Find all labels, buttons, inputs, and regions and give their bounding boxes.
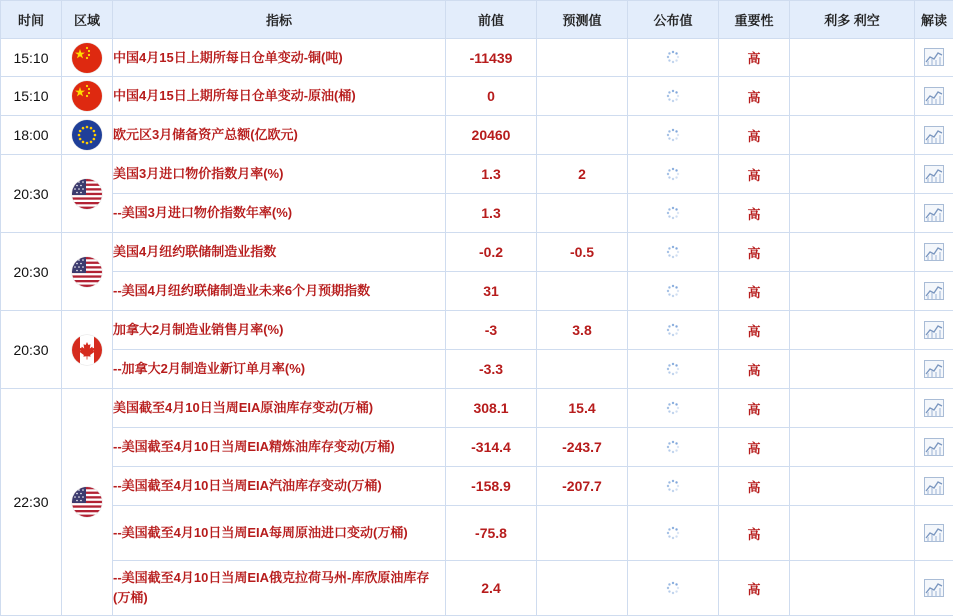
loading-spinner-icon bbox=[666, 89, 680, 103]
indicator-name[interactable]: --美国截至4月10日当周EIA汽油库存变动(万桶) bbox=[113, 467, 446, 506]
effect-cell bbox=[790, 389, 915, 428]
previous-value: -3.3 bbox=[446, 350, 537, 389]
table-row bbox=[1, 272, 953, 311]
interpret-cell[interactable] bbox=[915, 506, 953, 561]
forecast-value bbox=[537, 506, 628, 561]
indicator-name[interactable]: --美国4月纽约联储制造业未来6个月预期指数 bbox=[113, 272, 446, 311]
china-flag-icon bbox=[72, 43, 102, 73]
loading-spinner-icon bbox=[666, 245, 680, 259]
effect-cell bbox=[790, 311, 915, 350]
interpret-cell[interactable] bbox=[915, 350, 953, 389]
effect-cell bbox=[790, 350, 915, 389]
indicator-name[interactable]: --美国截至4月10日当周EIA每周原油进口变动(万桶) bbox=[113, 506, 446, 561]
effect-cell bbox=[790, 77, 915, 116]
chart-icon[interactable] bbox=[924, 48, 944, 66]
table-row bbox=[1, 350, 953, 389]
interpret-cell[interactable] bbox=[915, 467, 953, 506]
previous-value: -75.8 bbox=[446, 506, 537, 561]
loading-spinner-icon bbox=[666, 581, 680, 595]
indicator-name[interactable]: 美国4月纽约联储制造业指数 bbox=[113, 233, 446, 272]
effect-cell bbox=[790, 561, 915, 616]
table-row bbox=[1, 561, 953, 616]
previous-value: 1.3 bbox=[446, 155, 537, 194]
chart-icon[interactable] bbox=[924, 360, 944, 378]
effect-cell bbox=[790, 194, 915, 233]
importance-value: 高 bbox=[719, 77, 790, 116]
indicator-name[interactable]: --美国3月进口物价指数年率(%) bbox=[113, 194, 446, 233]
interpret-cell[interactable] bbox=[915, 155, 953, 194]
forecast-value: -0.5 bbox=[537, 233, 628, 272]
importance-value: 高 bbox=[719, 272, 790, 311]
importance-value: 高 bbox=[719, 39, 790, 77]
actual-value-cell bbox=[628, 233, 719, 272]
event-time: 22:30 bbox=[1, 389, 62, 616]
usa-flag-icon bbox=[72, 257, 102, 287]
importance-value: 高 bbox=[719, 350, 790, 389]
importance-value: 高 bbox=[719, 561, 790, 616]
indicator-name[interactable]: 加拿大2月制造业销售月率(%) bbox=[113, 311, 446, 350]
actual-value-cell bbox=[628, 272, 719, 311]
eu-flag-icon bbox=[72, 120, 102, 150]
effect-cell bbox=[790, 467, 915, 506]
header-interpret: 解读 bbox=[915, 1, 953, 39]
interpret-cell[interactable] bbox=[915, 116, 953, 155]
previous-value: -158.9 bbox=[446, 467, 537, 506]
importance-value: 高 bbox=[719, 506, 790, 561]
header-previous: 前值 bbox=[446, 1, 537, 39]
effect-cell bbox=[790, 428, 915, 467]
effect-cell bbox=[790, 155, 915, 194]
header-effect: 利多 利空 bbox=[790, 1, 915, 39]
china-flag-icon bbox=[72, 81, 102, 111]
forecast-value bbox=[537, 350, 628, 389]
header-importance: 重要性 bbox=[719, 1, 790, 39]
indicator-name[interactable]: --美国截至4月10日当周EIA精炼油库存变动(万桶) bbox=[113, 428, 446, 467]
loading-spinner-icon bbox=[666, 206, 680, 220]
importance-value: 高 bbox=[719, 467, 790, 506]
importance-value: 高 bbox=[719, 233, 790, 272]
indicator-name[interactable]: 欧元区3月储备资产总额(亿欧元) bbox=[113, 116, 446, 155]
loading-spinner-icon bbox=[666, 323, 680, 337]
chart-icon[interactable] bbox=[924, 204, 944, 222]
usa-flag-icon bbox=[72, 487, 102, 517]
previous-value: 308.1 bbox=[446, 389, 537, 428]
importance-value: 高 bbox=[719, 311, 790, 350]
previous-value: -11439 bbox=[446, 39, 537, 77]
table-row bbox=[1, 116, 953, 155]
event-time: 20:30 bbox=[1, 155, 62, 233]
effect-cell bbox=[790, 506, 915, 561]
region-flag-cell bbox=[62, 77, 113, 116]
header-forecast: 预测值 bbox=[537, 1, 628, 39]
forecast-value bbox=[537, 77, 628, 116]
previous-value: -3 bbox=[446, 311, 537, 350]
indicator-name[interactable]: --美国截至4月10日当周EIA俄克拉荷马州-库欣原油库存(万桶) bbox=[113, 561, 446, 616]
table-row bbox=[1, 506, 953, 561]
header-indicator: 指标 bbox=[113, 1, 446, 39]
forecast-value: 2 bbox=[537, 155, 628, 194]
region-flag-cell bbox=[62, 233, 113, 311]
loading-spinner-icon bbox=[666, 479, 680, 493]
actual-value-cell bbox=[628, 561, 719, 616]
chart-icon[interactable] bbox=[924, 524, 944, 542]
interpret-cell[interactable] bbox=[915, 561, 953, 616]
table-row bbox=[1, 311, 953, 350]
interpret-cell[interactable] bbox=[915, 77, 953, 116]
loading-spinner-icon bbox=[666, 167, 680, 181]
importance-value: 高 bbox=[719, 194, 790, 233]
previous-value: 31 bbox=[446, 272, 537, 311]
forecast-value bbox=[537, 561, 628, 616]
table-row bbox=[1, 467, 953, 506]
actual-value-cell bbox=[628, 311, 719, 350]
table-row bbox=[1, 428, 953, 467]
forecast-value: 3.8 bbox=[537, 311, 628, 350]
event-time: 18:00 bbox=[1, 116, 62, 155]
interpret-cell[interactable] bbox=[915, 233, 953, 272]
chart-icon[interactable] bbox=[924, 165, 944, 183]
actual-value-cell bbox=[628, 77, 719, 116]
actual-value-cell bbox=[628, 350, 719, 389]
loading-spinner-icon bbox=[666, 362, 680, 376]
region-flag-cell bbox=[62, 155, 113, 233]
previous-value: -0.2 bbox=[446, 233, 537, 272]
loading-spinner-icon bbox=[666, 50, 680, 64]
interpret-cell[interactable] bbox=[915, 389, 953, 428]
actual-value-cell bbox=[628, 39, 719, 77]
region-flag-cell bbox=[62, 311, 113, 389]
canada-flag-icon bbox=[72, 335, 102, 365]
indicator-name[interactable]: --加拿大2月制造业新订单月率(%) bbox=[113, 350, 446, 389]
interpret-cell[interactable] bbox=[915, 428, 953, 467]
region-flag-cell bbox=[62, 39, 113, 77]
effect-cell bbox=[790, 39, 915, 77]
usa-flag-icon bbox=[72, 179, 102, 209]
loading-spinner-icon bbox=[666, 526, 680, 540]
forecast-value bbox=[537, 39, 628, 77]
previous-value: 1.3 bbox=[446, 194, 537, 233]
indicator-name[interactable]: 美国截至4月10日当周EIA原油库存变动(万桶) bbox=[113, 389, 446, 428]
interpret-cell[interactable] bbox=[915, 272, 953, 311]
effect-cell bbox=[790, 272, 915, 311]
chart-icon[interactable] bbox=[924, 438, 944, 456]
actual-value-cell bbox=[628, 389, 719, 428]
forecast-value: -207.7 bbox=[537, 467, 628, 506]
table-header-row bbox=[1, 1, 953, 39]
actual-value-cell bbox=[628, 467, 719, 506]
header-actual: 公布值 bbox=[628, 1, 719, 39]
event-time: 15:10 bbox=[1, 77, 62, 116]
forecast-value: 15.4 bbox=[537, 389, 628, 428]
table-row bbox=[1, 233, 953, 272]
event-time: 20:30 bbox=[1, 233, 62, 311]
actual-value-cell bbox=[628, 428, 719, 467]
table-row bbox=[1, 39, 953, 77]
event-time: 20:30 bbox=[1, 311, 62, 389]
importance-value: 高 bbox=[719, 428, 790, 467]
importance-value: 高 bbox=[719, 155, 790, 194]
indicator-name[interactable]: 美国3月进口物价指数月率(%) bbox=[113, 155, 446, 194]
previous-value: 2.4 bbox=[446, 561, 537, 616]
table-row bbox=[1, 155, 953, 194]
table-row bbox=[1, 77, 953, 116]
effect-cell bbox=[790, 116, 915, 155]
actual-value-cell bbox=[628, 194, 719, 233]
previous-value: 20460 bbox=[446, 116, 537, 155]
table-body bbox=[1, 39, 953, 616]
indicator-name[interactable]: 中国4月15日上期所每日仓单变动-铜(吨) bbox=[113, 39, 446, 77]
indicator-name[interactable]: 中国4月15日上期所每日仓单变动-原油(桶) bbox=[113, 77, 446, 116]
actual-value-cell bbox=[628, 155, 719, 194]
forecast-value bbox=[537, 194, 628, 233]
interpret-cell[interactable] bbox=[915, 194, 953, 233]
chart-icon[interactable] bbox=[924, 243, 944, 261]
interpret-cell[interactable] bbox=[915, 39, 953, 77]
forecast-value bbox=[537, 272, 628, 311]
chart-icon[interactable] bbox=[924, 321, 944, 339]
forecast-value: -243.7 bbox=[537, 428, 628, 467]
header-time: 时间 bbox=[1, 1, 62, 39]
header-region: 区域 bbox=[62, 1, 113, 39]
previous-value: 0 bbox=[446, 77, 537, 116]
chart-icon[interactable] bbox=[924, 87, 944, 105]
importance-value: 高 bbox=[719, 116, 790, 155]
table-row bbox=[1, 194, 953, 233]
interpret-cell[interactable] bbox=[915, 311, 953, 350]
chart-icon[interactable] bbox=[924, 399, 944, 417]
loading-spinner-icon bbox=[666, 440, 680, 454]
chart-icon[interactable] bbox=[924, 282, 944, 300]
effect-cell bbox=[790, 233, 915, 272]
chart-icon[interactable] bbox=[924, 126, 944, 144]
region-flag-cell bbox=[62, 389, 113, 616]
forecast-value bbox=[537, 116, 628, 155]
chart-icon[interactable] bbox=[924, 579, 944, 597]
actual-value-cell bbox=[628, 116, 719, 155]
chart-icon[interactable] bbox=[924, 477, 944, 495]
importance-value: 高 bbox=[719, 389, 790, 428]
region-flag-cell bbox=[62, 116, 113, 155]
event-time: 15:10 bbox=[1, 39, 62, 77]
loading-spinner-icon bbox=[666, 128, 680, 142]
previous-value: -314.4 bbox=[446, 428, 537, 467]
table-row bbox=[1, 389, 953, 428]
actual-value-cell bbox=[628, 506, 719, 561]
loading-spinner-icon bbox=[666, 284, 680, 298]
loading-spinner-icon bbox=[666, 401, 680, 415]
